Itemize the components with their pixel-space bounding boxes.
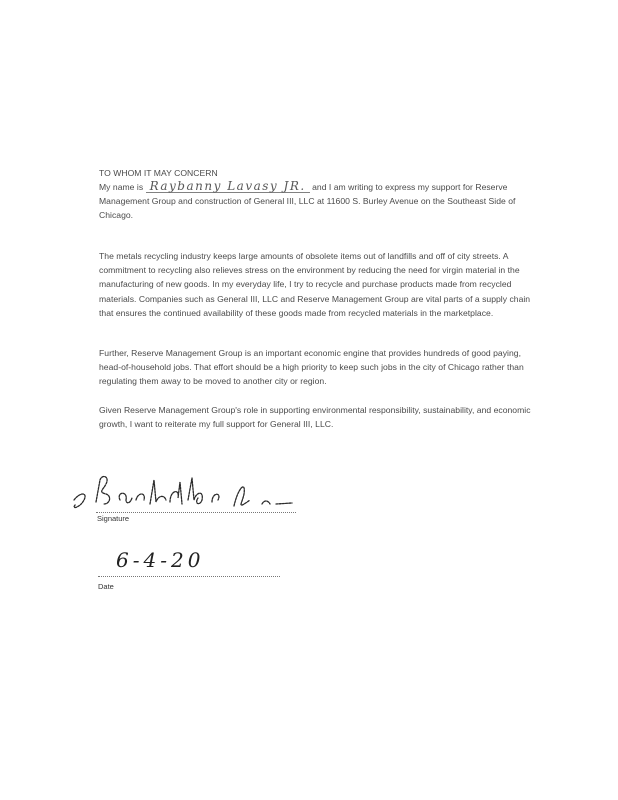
intro-suffix: and I am writing to express my support for Reserve Management Group and construction of General III, LLC at 11600 S. Burley Avenue on the Southeast Side of Chicago. (99, 182, 516, 221)
intro-paragraph (99, 180, 544, 223)
signature-block (66, 470, 316, 530)
date-label: Date (98, 582, 114, 591)
economic-paragraph: Further, Reserve Management Group is an important economic engine that provides hundreds of good paying, head-of-household jobs. That effort should be a high priority to keep such jobs in the city of Chicago rather than regulating them away to be moved to another city or region. (99, 348, 524, 387)
handwritten-name: Raybanny Lavasy JR. (146, 180, 310, 193)
support-paragraph: Given Reserve Management Group's role in supporting environmental responsibility, sustainability, and economic growth, I want to reiterate my full support for General III, LLC. (99, 405, 531, 430)
date-line (98, 576, 280, 577)
letter-heading: TO WHOM IT MAY CONCERN (99, 168, 218, 178)
recycling-paragraph: The metals recycling industry keeps large amounts of obsolete items out of landfills and off of city streets. A commitment to recycling also relieves stress on the environment by reducing the need for virgin material in the manufacturing of new goods. In my everyday life, I try to recycle and purchase products made from recycled materials. Companies such as General III, LLC and Reserve Management Group are vital parts of a supply chain that ensures the continued availability of these goods made from recycled materials in the marketplace. (99, 251, 531, 318)
handwritten-date: 6-4-20 (116, 548, 205, 572)
signature-label: Signature (97, 514, 130, 523)
date-block (98, 545, 298, 595)
intro-prefix: My name is (99, 182, 144, 192)
signature-line (96, 512, 296, 513)
